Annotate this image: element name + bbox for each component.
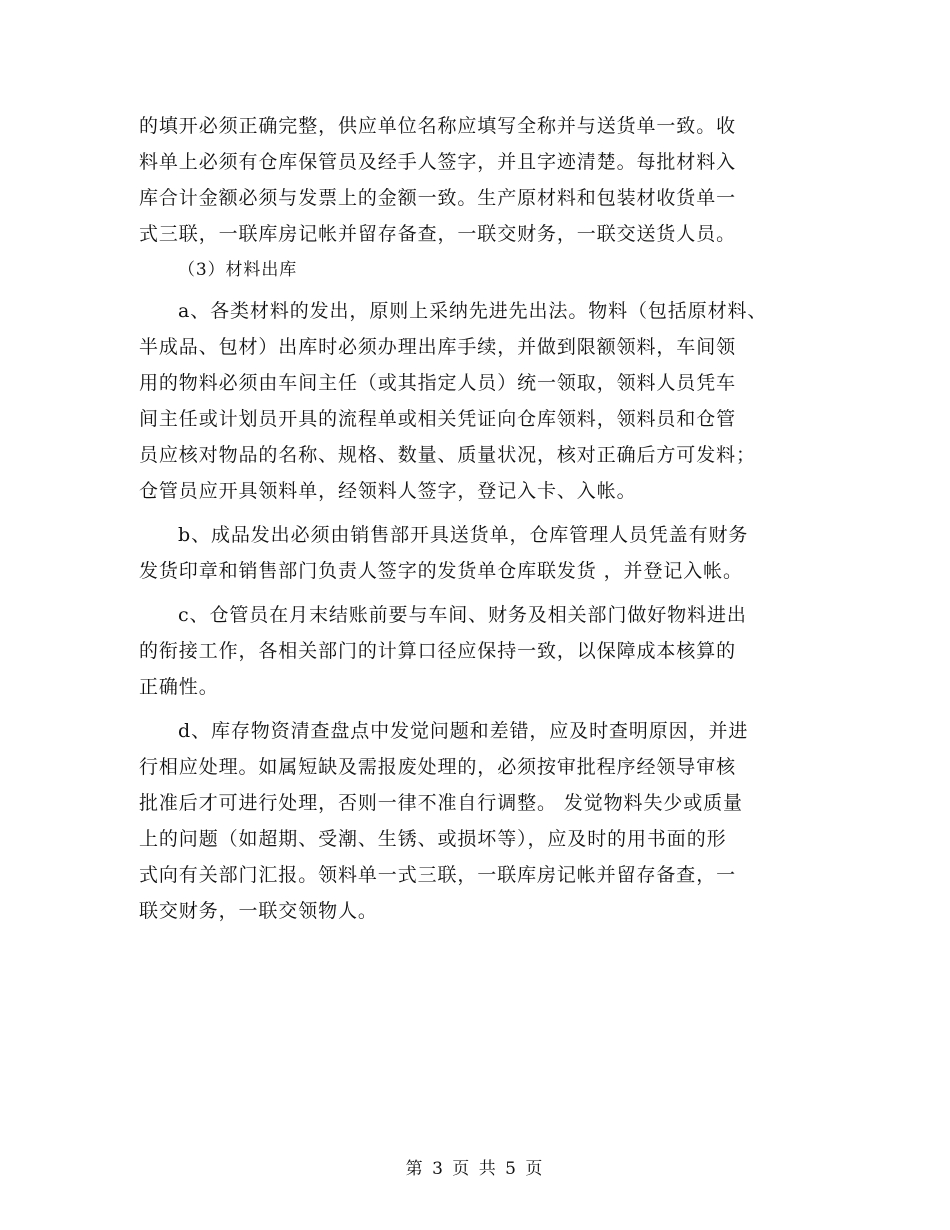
text-line: 的衔接工作，各相关部门的计算口径应保持一致，以保障成本核算的 xyxy=(139,640,737,662)
text-line: 正确性。 xyxy=(139,676,219,698)
text-line: 的填开必须正确完整，供应单位名称应填写全称并与送货单一致。收 xyxy=(139,115,737,137)
text-line: 半成品、包材）出库时必须办理出库手续，并做到限额领料，车间领 xyxy=(139,336,737,358)
text-line: a、各类材料的发出，原则上采纳先进先出法。物料（包括原材料、 xyxy=(178,300,768,322)
text-line: 仓管员应开具领料单，经领料人签字，登记入卡、入帐。 xyxy=(139,480,637,502)
text-line: c、仓管员在月末结账前要与车间、财务及相关部门做好物料进出 xyxy=(178,604,747,626)
text-line: 用的物料必须由车间主任（或其指定人员）统一领取，领料人员凭车 xyxy=(139,372,737,394)
text-line: d、库存物资清查盘点中发觉问题和差错，应及时查明原因，并进 xyxy=(178,720,749,742)
text-line: 行相应处理。如属短缺及需报废处理的，必须按审批程序经领导审核 xyxy=(139,756,737,778)
text-line: 联交财务，一联交领物人。 xyxy=(139,900,378,922)
text-line: b、成品发出必须由销售部开具送货单，仓库管理人员凭盖有财务 xyxy=(178,524,749,546)
text-line: 间主任或计划员开具的流程单或相关凭证向仓库领料，领料员和仓管 xyxy=(139,408,737,430)
text-line: 发货印章和销售部门负责人签字的发货单仓库联发货 ，并登记入帐。 xyxy=(139,560,743,582)
text-line: 库合计金额必须与发票上的金额一致。生产原材料和包装材收货单一 xyxy=(139,187,737,209)
text-line: 批准后才可进行处理，否则一律不准自行调整。 发觉物料失少或质量 xyxy=(139,792,743,814)
section-heading: （3）材料出库 xyxy=(178,260,298,280)
text-line: 员应核对物品的名称、规格、数量、质量状况，核对正确后方可发料； xyxy=(139,444,756,466)
text-line: 上的问题（如超期、受潮、生锈、或损坏等），应及时的用书面的形 xyxy=(139,828,727,850)
page-number: 第 3 页 共 5 页 xyxy=(405,1159,545,1179)
text-line: 式三联，一联库房记帐并留存备查，一联交财务，一联交送货人员。 xyxy=(139,223,737,245)
text-line: 料单上必须有仓库保管员及经手人签字，并且字迹清楚。每批材料入 xyxy=(139,151,737,173)
text-line: 式向有关部门汇报。领料单一式三联，一联库房记帐并留存备查，一 xyxy=(139,864,737,886)
